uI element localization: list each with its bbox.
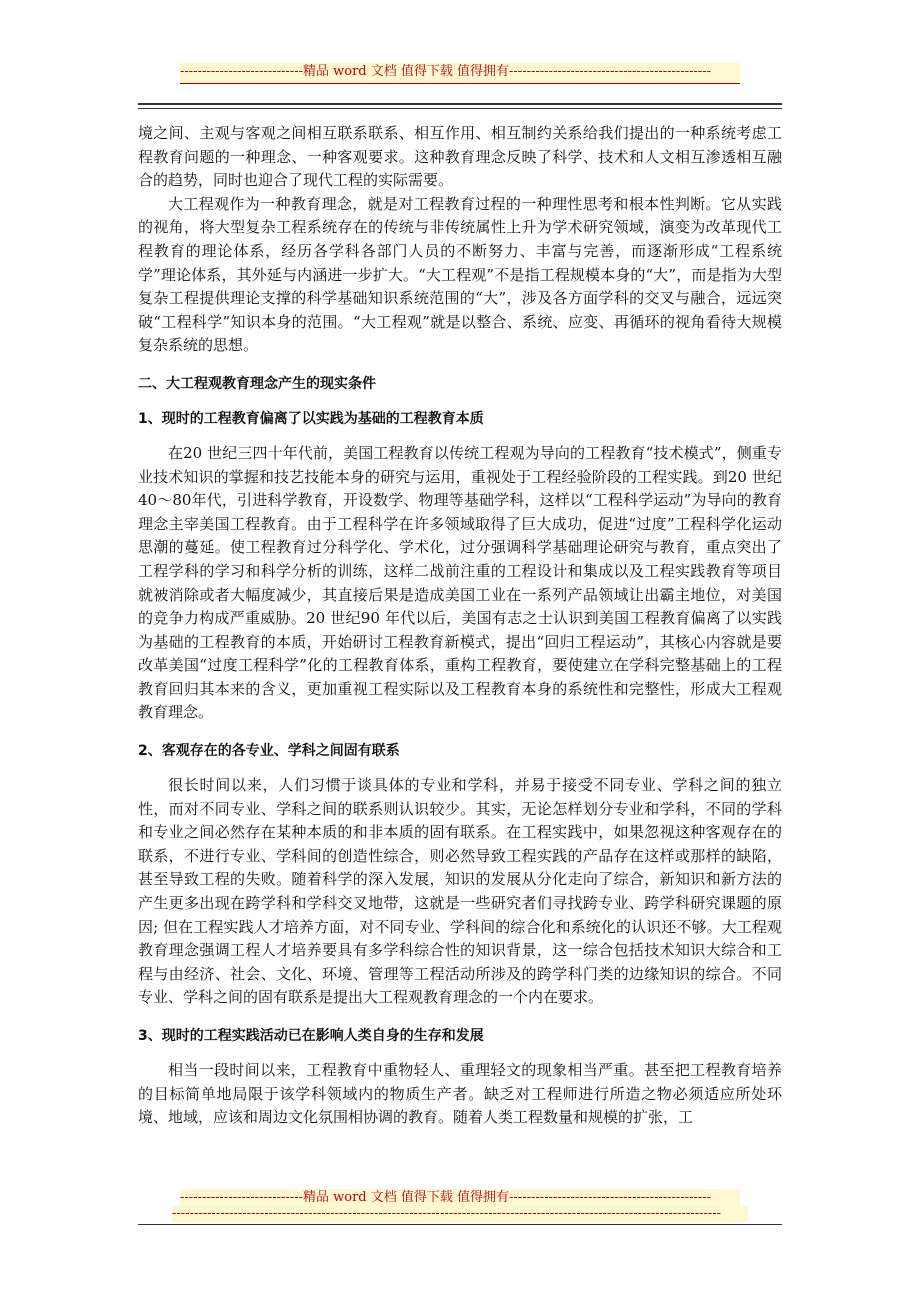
subsection-paragraph-1: 在20 世纪三四十年代前，美国工程教育以传统工程观为导向的工程教育“技术模式”，侧重专业技术知识的掌握和技艺技能本身的研究与运用，重视处于工程经验阶段的工程实践。到20 世纪40～80年代，引进科学教育，开设数学、物理等基础学科，这样以“工程科学运动”为导向的教育理念主宰美国工程教育。由于工程科学在许多领域取得了巨大成功，促进“过度”工程科学化运动思潮的蔓延。使工程教育过分科学化、学术化，过分强调科学基础理论研究与教育，重点突出了工程学科的学习和科学分析的训练，这样二战前注重的工程设计和集成以及工程实践教育等项目就被消除或者大幅度减少，其直接后果是造成美国工业在一系列产品领域让出霸主地位，对美国的竞争力构成严重威胁。20 世纪90 年代以后，美国有志之士认识到美国工程教育偏离了以实践为基础的工程教育的本质，开始研讨工程教育新模式，提出“回归工程运动”，其核心内容就是要改革美国“过度工程科学”化的工程教育体系，重构工程教育，要使建立在学科完整基础上的工程教育回归其本来的含义，更加重视工程实际以及工程教育本身的系统性和完整性，形成大工程观教育理念。: [138, 443, 782, 722]
subsection-paragraph-3: 相当一段时间以来，工程教育中重物轻人、重理轻文的现象相当严重。甚至把工程教育培养的目标简单地局限于该学科领域内的物质生产者。缺乏对工程师进行所造之物必须适应所处环境、地域，应该和周边文化氛围相协调的教育。随着人类工程数量和规模的扩张，工: [138, 1061, 782, 1127]
footer-banner: ----------------------------精品 word 文档 值得下载 值得拥有----------------------------------------------: [180, 1189, 740, 1208]
subsection-heading-2: 2、客观存在的各专业、学科之间固有联系: [138, 743, 400, 760]
header-rule-thick: [138, 103, 782, 105]
document-body: [138, 122, 782, 1130]
subsection-paragraph-2: 很长时间以来，人们习惯于谈具体的专业和学科，并易于接受不同专业、学科之间的独立性，而对不同专业、学科之间的联系则认识较少。其实，无论怎样划分专业和学科，不同的学科和专业之间必然存在某种本质的和非本质的固有联系。在工程实践中，如果忽视这种客观存在的联系，不进行专业、学科间的创造性综合，则必然导致工程实践的产品存在这样或那样的缺陷，甚至导致工程的失败。随着科学的深入发展，知识的发展从分化走向了综合，新知识和新方法的产生更多出现在跨学科和学科交叉地带，这就是一些研究者们寻找跨专业、跨学科研究课题的原因; 但在工程实践人才培养方面，对不同专业、学科间的综合化和系统化的认识还不够。大工程观教育理念强调工程人才培养要具有多学科综合性的知识背景，这一综合包括技术知识大综合和工程与由经济、社会、文化、环境、管理等工程活动所涉及的跨学科门类的边缘知识的综合。不同专业、学科之间的固有联系是提出大工程观教育理念的一个内在要求。: [138, 776, 782, 1007]
paragraph-continuation: 境之间、主观与客观之间相互联系联系、相互作用、相互制约关系给我们提出的一种系统考虑工程教育问题的一种理念、一种客观要求。这种教育理念反映了科学、技术和人文相互渗透相互融合的趋势，同时也迎合了现代工程的实际需要。: [138, 124, 782, 190]
header-rule-thin: [138, 108, 782, 109]
footer-rule: [138, 1224, 782, 1225]
section-heading-2: 二、大工程观教育理念产生的现实条件: [138, 375, 376, 392]
paragraph-big-engineering-concept: 大工程观作为一种教育理念，就是对工程教育过程的一种理性思考和根本性判断。它从实践的视角，将大型复杂工程系统存在的传统与非传统属性上升为学术研究领域，演变为改革现代工程教育的理论体系，经历各学科各部门人员的不断努力、丰富与完善，而逐渐形成“工程系统学”理论体系，其外延与内涵进一步扩大。“大工程观”不是指工程规模本身的“大”，而是指为大型复杂工程提供理论支撑的科学基础知识系统范围的“大”，涉及各方面学科的交叉与融合，远远突破“工程科学”知识本身的范围。“大工程观”就是以整合、系统、应变、再循环的视角看待大规模复杂系统的思想。: [138, 194, 782, 355]
subsection-heading-3: 3、现时的工程实践活动已在影响人类自身的生存和发展: [138, 1028, 484, 1044]
footer-dash-line: -----------------------------------------------------------------------------------------------------------------------------: [172, 1206, 748, 1222]
header-banner: ----------------------------精品 word 文档 值得下载 值得拥有----------------------------------------------: [180, 63, 740, 84]
subsection-heading-1: 1、现时的工程教育偏离了以实践为基础的工程教育本质: [138, 410, 484, 427]
